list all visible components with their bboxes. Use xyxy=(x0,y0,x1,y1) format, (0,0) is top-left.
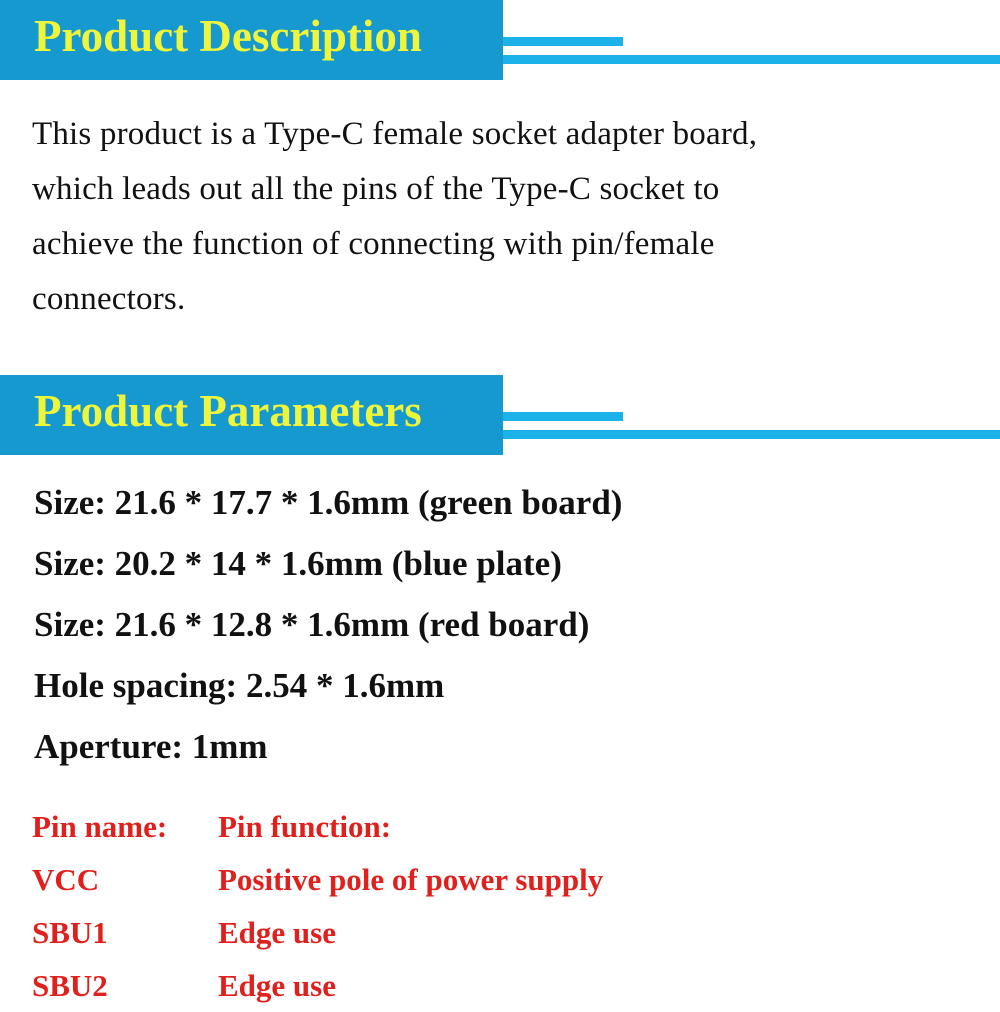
parameter-hole-spacing: Hole spacing: 2.54 * 1.6mm xyxy=(34,666,445,705)
description-line: which leads out all the pins of the Type-C socket to xyxy=(32,171,720,207)
parameter-size-green: Size: 21.6 * 17.7 * 1.6mm (green board) xyxy=(34,483,623,522)
pin-function-header: Pin function: xyxy=(218,809,392,844)
pin-table xyxy=(32,800,972,1012)
parameter-size-red: Size: 21.6 * 12.8 * 1.6mm (red board) xyxy=(34,605,590,644)
header-banner xyxy=(0,0,503,80)
section-header-description xyxy=(0,0,1000,80)
description-line: achieve the function of connecting with pin/female xyxy=(32,226,715,262)
section-title: Product Description xyxy=(34,11,422,61)
accent-line-short xyxy=(503,412,623,421)
pin-row-sbu2 xyxy=(32,959,972,1012)
section-header-parameters xyxy=(0,375,1000,455)
pin-function: Positive pole of power supply xyxy=(218,862,604,897)
pin-row-sbu1 xyxy=(32,906,972,959)
parameter-size-blue: Size: 20.2 * 14 * 1.6mm (blue plate) xyxy=(34,544,562,583)
accent-line-short xyxy=(503,37,623,46)
description-line: connectors. xyxy=(32,281,186,317)
accent-line-long xyxy=(503,55,1000,64)
description-line: This product is a Type-C female socket adapter board, xyxy=(32,116,758,152)
section-title: Product Parameters xyxy=(34,386,422,436)
product-description xyxy=(32,107,982,327)
pin-name: VCC xyxy=(32,862,100,897)
pin-name: SBU1 xyxy=(32,915,108,950)
pin-name-header: Pin name: xyxy=(32,809,168,844)
pin-function: Edge use xyxy=(218,968,336,1003)
header-banner xyxy=(0,375,503,455)
pin-row-vcc xyxy=(32,853,972,906)
pin-table-header xyxy=(32,800,972,853)
parameter-aperture: Aperture: 1mm xyxy=(34,727,268,766)
accent-line-long xyxy=(503,430,1000,439)
parameter-list xyxy=(34,472,974,777)
pin-function: Edge use xyxy=(218,915,336,950)
pin-name: SBU2 xyxy=(32,968,108,1003)
